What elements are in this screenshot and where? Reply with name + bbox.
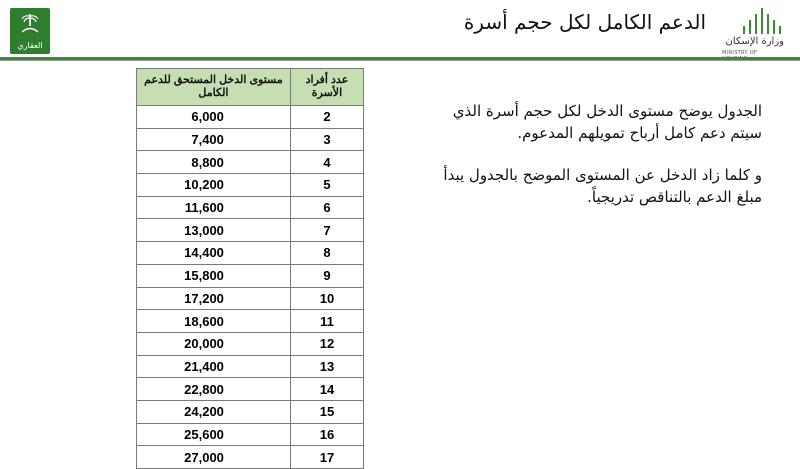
slide-header	[0, 0, 800, 62]
page-title: الدعم الكامل لكل حجم أسرة	[463, 10, 706, 34]
table-row	[137, 378, 364, 401]
table-row	[137, 106, 364, 129]
family-size-cell: 8	[290, 242, 363, 265]
family-size-cell: 10	[290, 287, 363, 310]
family-size-cell: 12	[290, 332, 363, 355]
header-divider-grey	[0, 60, 800, 61]
income-cell: 13,000	[137, 219, 291, 242]
family-size-cell: 5	[290, 174, 363, 197]
left-logo-text: العقاري	[17, 41, 43, 50]
income-cell: 14,400	[137, 242, 291, 265]
family-size-cell: 4	[290, 151, 363, 174]
table-row	[137, 196, 364, 219]
table-row	[137, 174, 364, 197]
income-cell: 7,400	[137, 128, 291, 151]
table-row	[137, 287, 364, 310]
family-size-cell: 2	[290, 106, 363, 129]
table-row	[137, 151, 364, 174]
family-size-cell: 11	[290, 310, 363, 333]
family-size-cell: 9	[290, 264, 363, 287]
housing-lines-icon	[722, 6, 788, 36]
income-cell: 8,800	[137, 151, 291, 174]
ministry-of-housing-logo	[722, 6, 788, 58]
family-size-cell: 13	[290, 355, 363, 378]
description-paragraph-1: الجدول يوضح مستوى الدخل لكل حجم أسرة الذي سيتم دعم كامل أرباح تمويلهم المدعوم.	[452, 102, 762, 142]
table-row	[137, 355, 364, 378]
table-row	[137, 128, 364, 151]
family-size-cell: 14	[290, 378, 363, 401]
income-cell: 22,800	[137, 378, 291, 401]
description-text	[432, 100, 762, 228]
income-cell: 15,800	[137, 264, 291, 287]
income-cell: 25,600	[137, 423, 291, 446]
income-cell: 20,000	[137, 332, 291, 355]
income-column-header: مستوى الدخل المستحق للدعم الكامل	[137, 69, 291, 106]
family-size-cell: 15	[290, 400, 363, 423]
family-size-cell: 6	[290, 196, 363, 219]
income-table	[136, 68, 364, 469]
table-row	[137, 423, 364, 446]
table-row	[137, 264, 364, 287]
family-size-cell: 3	[290, 128, 363, 151]
income-cell: 24,200	[137, 400, 291, 423]
family-size-column-header: عدد أفراد الأسرة	[290, 69, 363, 106]
income-cell: 11,600	[137, 196, 291, 219]
real-estate-fund-logo	[10, 8, 50, 54]
table-row	[137, 310, 364, 333]
family-size-cell: 7	[290, 219, 363, 242]
table-row	[137, 332, 364, 355]
ministry-name-en: MINISTRY OF	[722, 50, 758, 56]
description-paragraph-2: و كلما زاد الدخل عن المستوى الموضح بالجدول يبدأ مبلغ الدعم بالتناقص تدريجياً.	[443, 166, 762, 206]
table-header-row	[137, 69, 364, 106]
table-row	[137, 219, 364, 242]
income-cell: 18,600	[137, 310, 291, 333]
income-cell: 17,200	[137, 287, 291, 310]
table-row	[137, 400, 364, 423]
income-cell: 27,000	[137, 446, 291, 469]
family-size-cell: 16	[290, 423, 363, 446]
ministry-name-ar: وزارة الإسكان	[725, 36, 784, 47]
family-size-cell: 17	[290, 446, 363, 469]
table-row	[137, 446, 364, 469]
income-cell: 6,000	[137, 106, 291, 129]
income-cell: 10,200	[137, 174, 291, 197]
table-row	[137, 242, 364, 265]
palm-swords-icon	[18, 12, 42, 36]
income-cell: 21,400	[137, 355, 291, 378]
